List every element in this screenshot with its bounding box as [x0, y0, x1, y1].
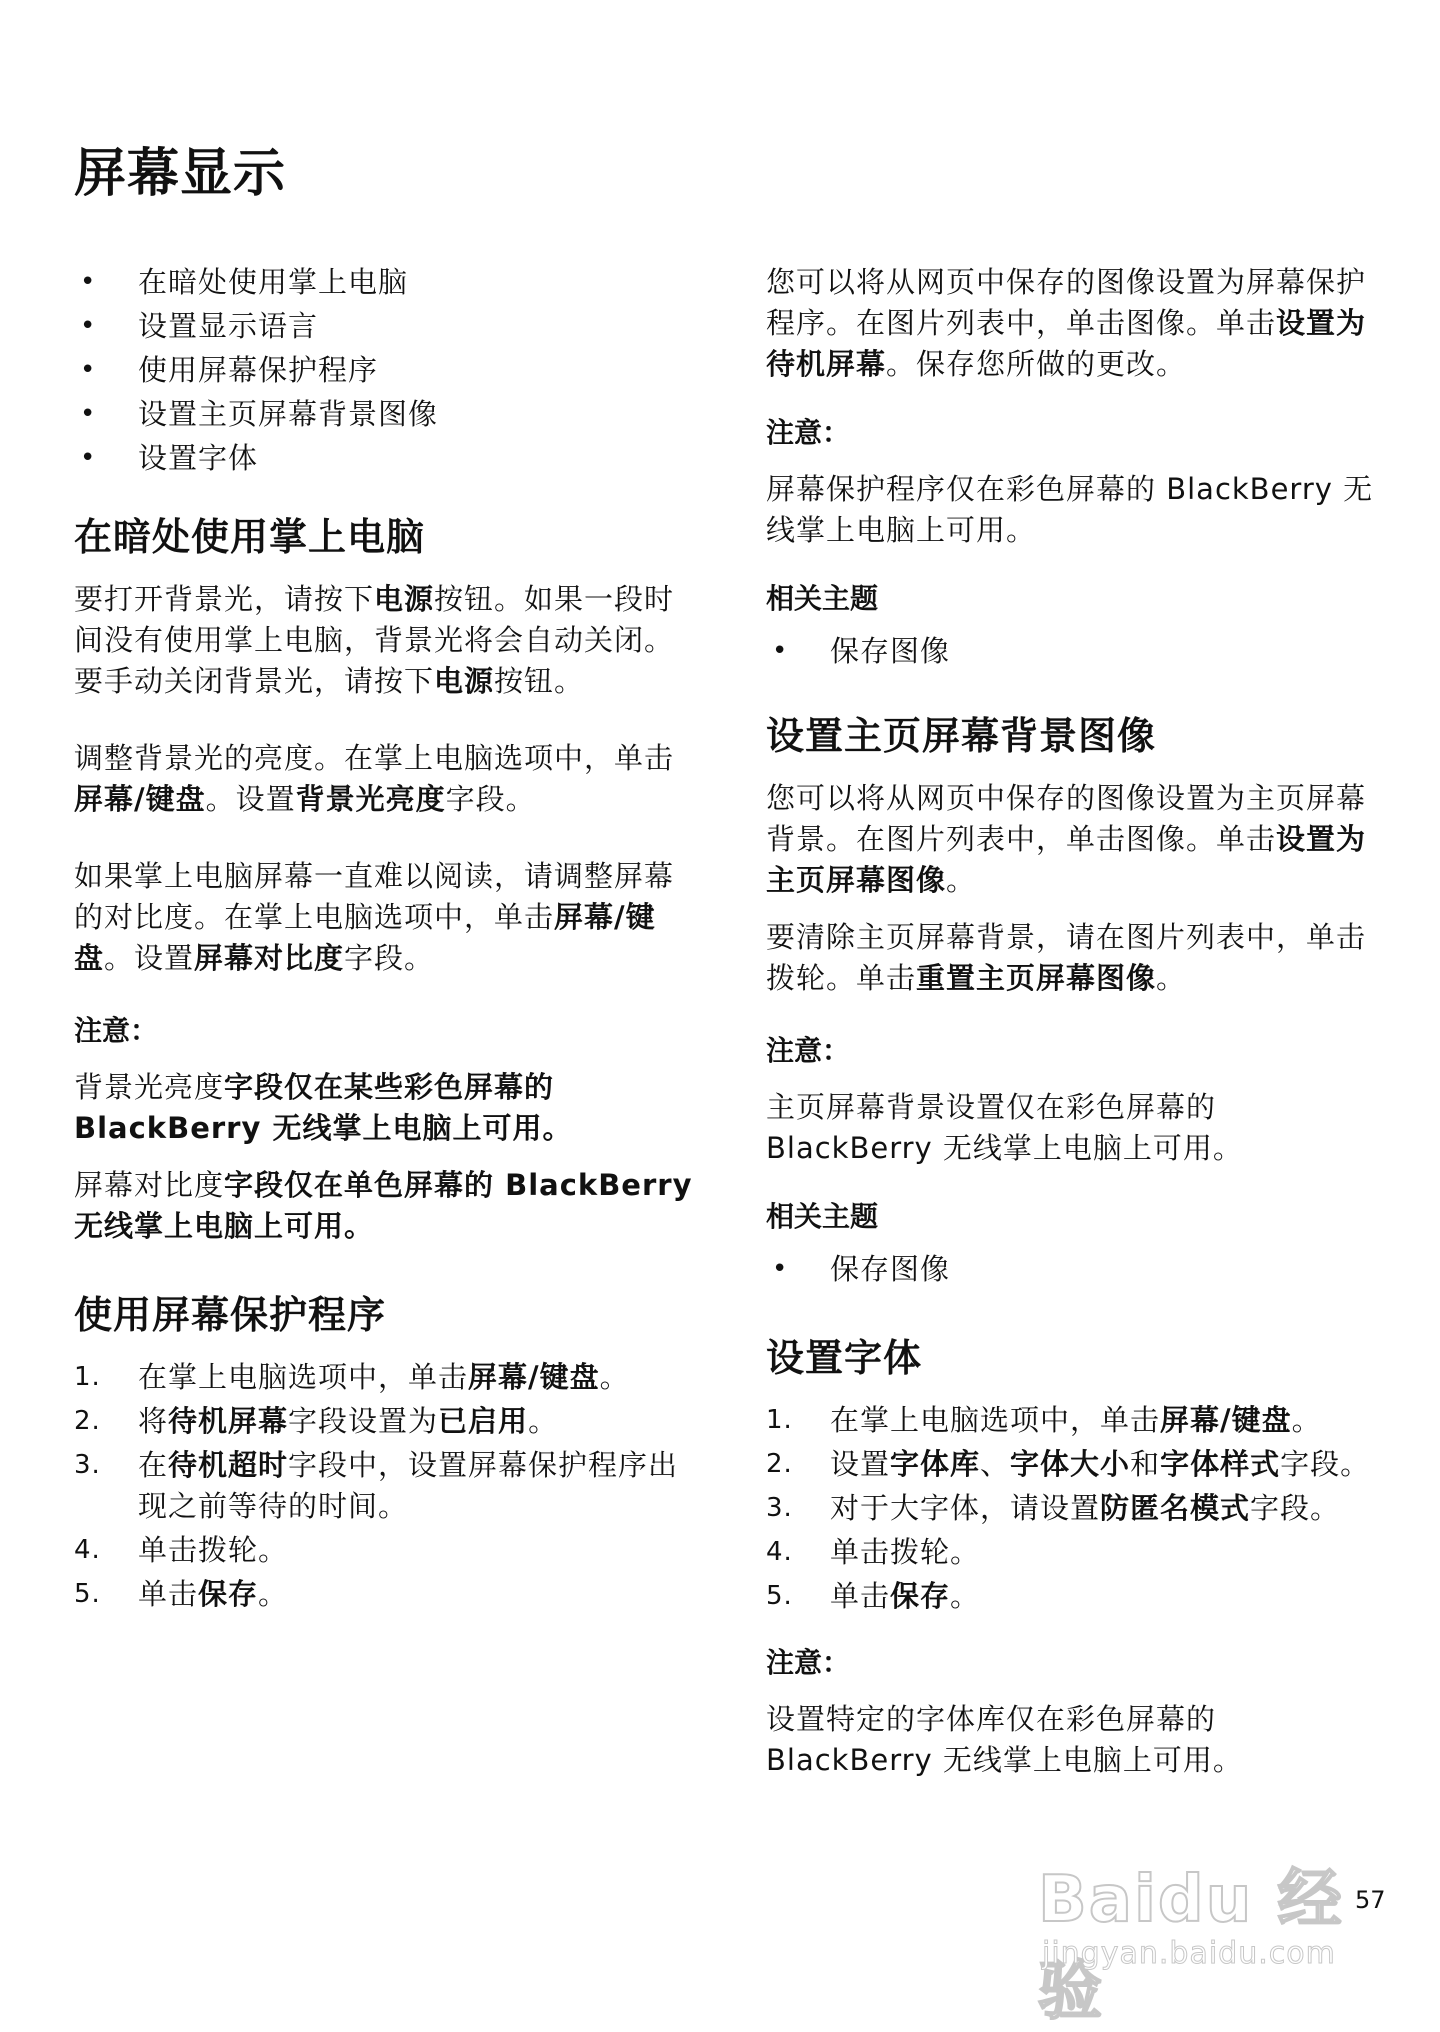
list-item-text: 使用屏幕保护程序 — [138, 353, 379, 387]
dark-paragraph-3 — [74, 856, 699, 979]
ui-term: 设置为待机屏幕 — [766, 306, 1367, 381]
ui-term: 屏幕/键盘 — [74, 782, 206, 816]
text-run: 。 — [946, 863, 977, 897]
text-run: 单击拨轮。 — [830, 1535, 981, 1569]
step-text — [138, 1360, 630, 1394]
bullet-icon: • — [80, 443, 97, 473]
ui-term: 屏幕/键盘 — [468, 1360, 600, 1394]
list-item-text: 保存图像 — [830, 1252, 951, 1286]
text-run: 字段。 — [1250, 1491, 1341, 1525]
ui-term: 字体大小 — [1010, 1447, 1131, 1481]
text-run: 单击 — [830, 1579, 891, 1613]
text-run: 将 — [138, 1404, 169, 1438]
font-steps — [766, 1400, 1391, 1617]
left-column — [74, 262, 699, 1615]
bullet-icon: • — [80, 311, 97, 341]
text-run: 。 — [528, 1404, 559, 1438]
background-related-list — [766, 1249, 1391, 1290]
step-number: 2. — [766, 1449, 793, 1479]
list-item-text: 设置显示语言 — [138, 309, 319, 343]
step-item — [74, 1574, 699, 1615]
ui-term: 电源 — [374, 582, 435, 616]
text-run: 字段中，设置屏幕保护程序出现之前等待的时间。 — [138, 1448, 679, 1523]
text-run: 要清除主页屏幕背景，请在图片列表中，单击拨轮。单击 — [766, 920, 1367, 995]
page-number: 57 — [1355, 1886, 1386, 1914]
section-heading-dark: 在暗处使用掌上电脑 — [74, 515, 426, 559]
text-run: 屏幕对比度 — [74, 1168, 225, 1202]
text-run: 设置 — [830, 1447, 891, 1481]
text-run: 字段设置为 — [288, 1404, 439, 1438]
baidu-watermark — [1038, 1848, 1378, 2029]
topic-list-item — [74, 262, 699, 303]
related-topics-label: 相关主题 — [766, 582, 879, 615]
saver-note: 屏幕保护程序仅在彩色屏幕的 BlackBerry 无线掌上电脑上可用。 — [766, 472, 1374, 547]
dark-note-2 — [74, 1165, 699, 1247]
ui-term: 电源 — [434, 664, 495, 698]
text-run: 在掌上电脑选项中，单击 — [138, 1360, 469, 1394]
text-run: 单击 — [138, 1577, 199, 1611]
bullet-icon: • — [772, 1254, 789, 1284]
step-number: 2. — [74, 1406, 101, 1436]
text-run: 在掌上电脑选项中，单击 — [830, 1403, 1161, 1437]
note-label: 注意： — [766, 1034, 851, 1067]
step-text — [830, 1535, 980, 1569]
step-text — [138, 1404, 558, 1438]
ui-term: 背景光亮度 — [295, 782, 446, 816]
step-text — [830, 1403, 1322, 1437]
font-note: 设置特定的字体库仅在彩色屏幕的 BlackBerry 无线掌上电脑上可用。 — [766, 1702, 1243, 1777]
dark-paragraph-2 — [74, 738, 699, 820]
step-number: 4. — [74, 1535, 101, 1565]
section-heading-font: 设置字体 — [766, 1336, 923, 1380]
ui-term: 字体样式 — [1160, 1447, 1281, 1481]
background-paragraph-1 — [766, 778, 1391, 901]
step-text — [138, 1448, 678, 1523]
ui-term: 保存 — [890, 1579, 951, 1613]
step-number: 4. — [766, 1537, 793, 1567]
text-run: 。 — [950, 1579, 981, 1613]
step-text — [830, 1579, 980, 1613]
text-run: 。设置 — [104, 941, 195, 975]
page-title: 屏幕显示 — [74, 144, 287, 204]
text-run: 、 — [980, 1447, 1011, 1481]
list-item-text: 设置主页屏幕背景图像 — [138, 397, 439, 431]
step-item — [766, 1488, 1391, 1529]
text-run: 按钮。 — [494, 664, 585, 698]
step-text — [830, 1447, 1370, 1481]
section-heading-saver: 使用屏幕保护程序 — [74, 1293, 387, 1337]
ui-term: 保存 — [198, 1577, 259, 1611]
step-item — [74, 1357, 699, 1398]
saver-related-list — [766, 631, 1391, 672]
list-item-text: 设置字体 — [138, 441, 259, 475]
ui-term: 重置主页屏幕图像 — [916, 961, 1157, 995]
bullet-icon: • — [80, 267, 97, 297]
watermark-logo: Baidu 经验 — [1038, 1863, 1344, 2029]
note-label: 注意： — [74, 1014, 159, 1047]
ui-term: 已启用 — [438, 1404, 529, 1438]
dark-note-1 — [74, 1067, 699, 1149]
text-run: 。 — [599, 1360, 630, 1394]
step-number: 1. — [766, 1405, 793, 1435]
background-paragraph-2 — [766, 917, 1391, 999]
step-number: 5. — [74, 1579, 101, 1609]
topic-list-item — [74, 306, 699, 347]
list-item-text: 保存图像 — [830, 634, 951, 668]
text-run: 单击拨轮。 — [138, 1533, 289, 1567]
step-item — [766, 1444, 1391, 1485]
text-run: 。设置 — [205, 782, 296, 816]
step-number: 3. — [766, 1493, 793, 1523]
text-run: 。保存您所做的更改。 — [886, 347, 1187, 381]
ui-term: 屏幕对比度 — [194, 941, 345, 975]
ui-term: 屏幕/键盘 — [1160, 1403, 1292, 1437]
saver-steps — [74, 1357, 699, 1615]
step-number: 5. — [766, 1581, 793, 1611]
saver-paragraph — [766, 262, 1391, 385]
text-run: 。 — [258, 1577, 289, 1611]
text-run: 您可以将从网页中保存的图像设置为屏幕保护程序。在图片列表中，单击图像。单击 — [766, 265, 1367, 340]
watermark-url: jingyan.baidu.com — [1042, 1936, 1336, 1971]
step-number: 3. — [74, 1450, 101, 1480]
text-run: 按钮。如果一段时间没有使用掌上电脑，背景光将会自动关闭。要手动关闭背景光，请按下 — [74, 582, 675, 698]
text-run: 字段。 — [1280, 1447, 1371, 1481]
text-run: 字段。 — [344, 941, 435, 975]
step-text — [138, 1533, 288, 1567]
text-run: 要打开背景光，请按下 — [74, 582, 375, 616]
bullet-icon: • — [80, 399, 97, 429]
ui-term: 设置为主页屏幕图像 — [766, 822, 1367, 897]
text-run: 如果掌上电脑屏幕一直难以阅读，请调整屏幕的对比度。在掌上电脑选项中，单击 — [74, 859, 675, 934]
section-heading-background: 设置主页屏幕背景图像 — [766, 714, 1157, 758]
topic-list-item — [74, 394, 699, 435]
text-run: 。 — [1156, 961, 1187, 995]
text-run: 。 — [1291, 1403, 1322, 1437]
step-item — [74, 1445, 699, 1527]
step-item — [766, 1400, 1391, 1441]
ui-term: 防匿名模式 — [1100, 1491, 1251, 1525]
topic-list-item — [74, 350, 699, 391]
ui-term: 字段仅在单色屏幕的 BlackBerry 无线掌上电脑上可用。 — [74, 1168, 693, 1243]
text-run: 调整背景光的亮度。在掌上电脑选项中，单击 — [74, 741, 675, 775]
text-run: 和 — [1130, 1447, 1161, 1481]
step-text — [138, 1577, 288, 1611]
step-text — [830, 1491, 1340, 1525]
step-item — [766, 1532, 1391, 1573]
note-label: 注意： — [766, 1646, 851, 1679]
related-topic-item[interactable] — [766, 1249, 1391, 1290]
ui-term: 字段仅在某些彩色屏幕的 BlackBerry 无线掌上电脑上可用。 — [74, 1070, 573, 1145]
bullet-icon: • — [80, 355, 97, 385]
ui-term: 待机屏幕 — [168, 1404, 289, 1438]
related-topic-item[interactable] — [766, 631, 1391, 672]
topic-list — [74, 262, 699, 479]
step-item — [766, 1576, 1391, 1617]
text-run: 对于大字体，请设置 — [830, 1491, 1101, 1525]
note-label: 注意： — [766, 416, 851, 449]
step-item — [74, 1401, 699, 1442]
related-topics-label: 相关主题 — [766, 1200, 879, 1233]
text-run: 背景光亮度 — [74, 1070, 225, 1104]
text-run: 字段。 — [445, 782, 536, 816]
right-column — [766, 262, 1391, 1781]
step-item — [74, 1530, 699, 1571]
list-item-text: 在暗处使用掌上电脑 — [138, 265, 409, 299]
text-run: 在 — [138, 1448, 169, 1482]
step-number: 1. — [74, 1362, 101, 1392]
text-run: 您可以将从网页中保存的图像设置为主页屏幕背景。在图片列表中，单击图像。单击 — [766, 781, 1367, 856]
ui-term: 待机超时 — [168, 1448, 289, 1482]
topic-list-item — [74, 438, 699, 479]
background-note: 主页屏幕背景设置仅在彩色屏幕的 BlackBerry 无线掌上电脑上可用。 — [766, 1090, 1243, 1165]
ui-term: 屏幕/键盘 — [74, 900, 656, 975]
bullet-icon: • — [772, 636, 789, 666]
ui-term: 字体库 — [890, 1447, 981, 1481]
dark-paragraph-1 — [74, 579, 699, 702]
